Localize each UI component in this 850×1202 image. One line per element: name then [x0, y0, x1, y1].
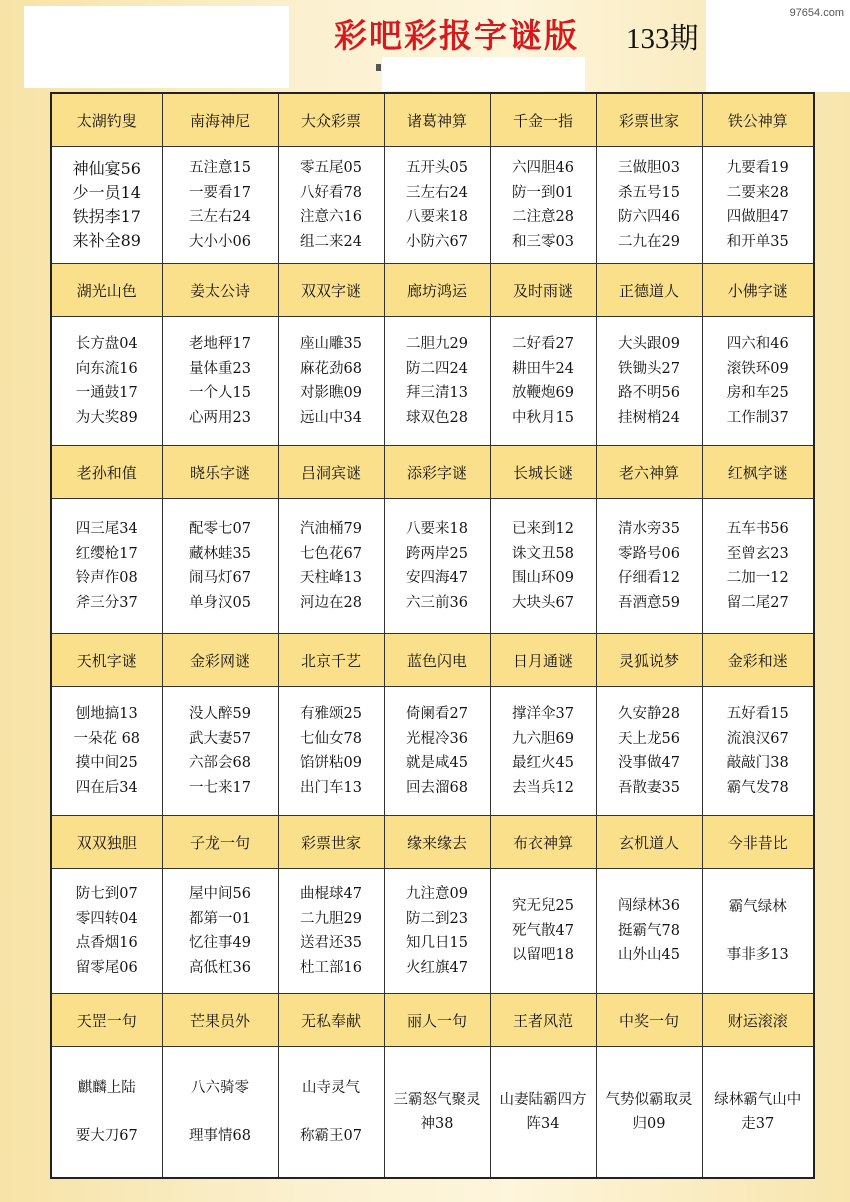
riddle-line: 三做胆03 [618, 160, 680, 176]
line-spacer [52, 1100, 162, 1124]
riddle-line: 斧三分37 [75, 594, 138, 611]
column-header: 老六神算 [596, 446, 702, 499]
riddle-line: 没人醉59 [189, 706, 251, 722]
column-header: 玄机道人 [596, 816, 702, 869]
content-row [51, 1047, 814, 1179]
riddle-line: 杀五号15 [618, 184, 680, 201]
riddle-line: 零五尾05 [300, 160, 362, 176]
riddle-line: 以留吧18 [512, 947, 574, 964]
riddle-line: 围山环09 [512, 570, 574, 586]
column-header: 金彩和迷 [702, 634, 814, 687]
riddle-line: 大小小06 [189, 233, 251, 250]
riddle-line: 山外山45 [618, 947, 680, 964]
line-spacer [703, 919, 814, 943]
riddle-cell [278, 869, 384, 994]
riddle-line: 送君还35 [300, 935, 362, 951]
column-header: 诸葛神算 [384, 93, 490, 147]
riddle-line: 球双色28 [406, 409, 468, 426]
riddle-cell [702, 499, 814, 634]
header-row [51, 994, 814, 1047]
content-row [51, 147, 814, 264]
riddle-line: 铃声作08 [75, 570, 138, 586]
riddle-line: 和三零03 [512, 233, 574, 250]
riddle-line: 忆往事49 [189, 935, 251, 951]
riddle-line: 防二到23 [406, 910, 468, 927]
riddle-line: 死气散47 [512, 922, 574, 939]
riddle-cell [162, 687, 278, 816]
riddle-line: 事非多13 [726, 947, 789, 963]
column-header: 无私奉献 [278, 994, 384, 1047]
riddle-line: 挂树梢24 [618, 409, 680, 426]
header-row [51, 634, 814, 687]
riddle-cell [162, 1047, 278, 1179]
riddle-line: 四六和46 [726, 336, 789, 352]
column-header: 布衣神算 [490, 816, 596, 869]
riddle-line: 二胆九29 [406, 336, 468, 352]
riddle-line: 远山中34 [300, 409, 362, 426]
riddle-line: 防二四24 [406, 360, 468, 377]
riddle-line: 防一到01 [512, 184, 574, 201]
riddle-line: 馅饼粘09 [300, 755, 362, 771]
riddle-cell [51, 317, 162, 446]
riddle-line: 配零七07 [189, 521, 251, 537]
header-row [51, 93, 814, 147]
column-header: 吕洞宾谜 [278, 446, 384, 499]
riddle-cell [51, 499, 162, 634]
riddle-line: 八要来18 [406, 209, 468, 225]
riddle-cell [51, 869, 162, 994]
riddle-cell [51, 1047, 162, 1179]
riddle-line: 零四转04 [75, 910, 138, 927]
column-header: 长城长谜 [490, 446, 596, 499]
riddle-line: 杜工部16 [300, 959, 362, 976]
riddle-line: 二九在29 [618, 233, 680, 250]
riddle-line: 高低杠36 [189, 959, 251, 976]
column-header: 天机字谜 [51, 634, 162, 687]
riddle-line: 都第一01 [189, 910, 251, 927]
riddle-line: 挺霸气78 [618, 922, 680, 939]
riddle-line: 一朵花 68 [73, 730, 141, 747]
riddle-cell [162, 499, 278, 634]
riddle-line: 五车书56 [726, 521, 789, 537]
riddle-cell [384, 687, 490, 816]
column-header: 财运滚滚 [702, 994, 814, 1047]
riddle-line: 火红旗47 [406, 959, 468, 976]
column-header: 铁公神算 [702, 93, 814, 147]
riddle-cell [702, 147, 814, 264]
riddle-line: 为大奖89 [75, 409, 138, 426]
riddle-line: 就是咸45 [406, 755, 468, 771]
riddle-cell [384, 499, 490, 634]
riddle-cell [490, 1047, 596, 1179]
riddle-line: 路不明56 [618, 385, 680, 401]
riddle-cell [490, 499, 596, 634]
riddle-line: 工作制37 [726, 409, 789, 426]
riddle-line: 已来到12 [512, 521, 574, 537]
riddle-line: 撑洋伞37 [512, 706, 574, 722]
redaction-center [382, 57, 585, 91]
riddle-line: 组二来24 [300, 233, 362, 250]
riddle-line: 藏林蛙35 [189, 545, 251, 562]
riddle-cell [596, 1047, 702, 1179]
riddle-line: 清水旁35 [618, 521, 680, 537]
riddle-cell [278, 687, 384, 816]
riddle-line: 长方盘04 [75, 336, 138, 352]
riddle-line: 跨两岸25 [406, 545, 468, 562]
column-header: 今非昔比 [702, 816, 814, 869]
column-header: 蓝色闪电 [384, 634, 490, 687]
riddle-line: 二要来28 [726, 184, 789, 201]
redaction-left [24, 6, 289, 88]
riddle-line: 五注意15 [189, 160, 251, 176]
riddle-line: 汽油桶79 [300, 521, 362, 537]
riddle-line: 五开头05 [406, 160, 468, 176]
riddle-cell [702, 1047, 814, 1179]
riddle-line: 少一员14 [72, 183, 141, 202]
column-header: 添彩字谜 [384, 446, 490, 499]
riddle-line: 究无兒25 [512, 898, 574, 915]
riddle-line: 四做胆47 [726, 209, 789, 225]
riddle-line: 武大妻57 [189, 730, 251, 747]
riddle-cell [596, 499, 702, 634]
riddle-line: 滚铁环09 [726, 360, 789, 377]
riddle-table [50, 92, 815, 1179]
riddle-line: 曲棍球47 [300, 886, 362, 902]
stray-mark [376, 64, 381, 71]
site-watermark: 97654.com [789, 7, 844, 19]
riddle-line: 和开单35 [726, 233, 789, 250]
column-header: 廊坊鸿运 [384, 264, 490, 317]
riddle-cell [162, 869, 278, 994]
column-header: 金彩网谜 [162, 634, 278, 687]
column-header: 王者风范 [490, 994, 596, 1047]
riddle-cell [384, 317, 490, 446]
riddle-line: 心两用23 [189, 409, 251, 426]
column-header: 南海神尼 [162, 93, 278, 147]
riddle-line: 光棍冷36 [406, 730, 468, 747]
riddle-line: 大块头67 [512, 594, 574, 611]
riddle-line: 三左右24 [406, 184, 468, 201]
riddle-cell [702, 317, 814, 446]
riddle-line: 来补全89 [72, 231, 141, 250]
riddle-line: 麻花劲68 [300, 360, 362, 377]
riddle-line: 三左右24 [189, 209, 251, 225]
riddle-line: 敲敲门38 [726, 755, 789, 771]
riddle-line: 红缨枪17 [75, 545, 138, 562]
riddle-line: 仔细看12 [618, 570, 680, 586]
riddle-cell [490, 687, 596, 816]
riddle-cell [490, 869, 596, 994]
riddle-cell [702, 869, 814, 994]
riddle-cell [51, 147, 162, 264]
riddle-cell [702, 687, 814, 816]
riddle-line: 吾散妻35 [618, 779, 680, 796]
riddle-line: 安四海47 [406, 570, 468, 586]
riddle-line: 天柱峰13 [300, 570, 362, 586]
column-header: 丽人一句 [384, 994, 490, 1047]
column-header: 彩票世家 [596, 93, 702, 147]
riddle-line: 耕田牛24 [512, 360, 574, 377]
riddle-line: 久安静28 [618, 706, 680, 722]
riddle-cell [596, 147, 702, 264]
column-header: 晓乐字谜 [162, 446, 278, 499]
riddle-cell [278, 147, 384, 264]
riddle-cell [490, 147, 596, 264]
column-header: 缘来缘去 [384, 816, 490, 869]
column-header: 千金一指 [490, 93, 596, 147]
riddle-line: 六部会68 [189, 755, 251, 771]
riddle-line: 老地秤17 [189, 336, 251, 352]
content-row [51, 687, 814, 816]
riddle-line: 放鞭炮69 [512, 385, 574, 401]
riddle-line: 没事做47 [618, 755, 680, 771]
riddle-line: 霸气绿林 [728, 898, 787, 915]
riddle-line: 九六胆69 [512, 730, 574, 747]
riddle-line: 河边在28 [300, 594, 362, 611]
page-title: 彩吧彩报字谜版 [334, 16, 579, 55]
column-header: 灵狐说梦 [596, 634, 702, 687]
column-header: 正德道人 [596, 264, 702, 317]
riddle-line: 九要看19 [726, 160, 789, 176]
riddle-line: 零路号06 [618, 545, 680, 562]
column-header: 老孙和值 [51, 446, 162, 499]
riddle-cell [384, 1047, 490, 1179]
riddle-line: 去当兵12 [512, 779, 574, 796]
column-header: 子龙一句 [162, 816, 278, 869]
riddle-line: 中秋月15 [512, 409, 574, 426]
riddle-cell [490, 317, 596, 446]
riddle-line: 留零尾06 [75, 959, 138, 976]
riddle-line: 八六骑零 [191, 1079, 249, 1096]
riddle-line: 二九胆29 [300, 910, 362, 927]
content-row [51, 499, 814, 634]
riddle-cell [278, 1047, 384, 1179]
riddle-line: 至曾玄23 [726, 545, 789, 562]
column-header: 双双独胆 [51, 816, 162, 869]
line-spacer [279, 1100, 384, 1124]
riddle-cell [278, 317, 384, 446]
riddle-line: 防六四46 [618, 209, 680, 225]
column-header: 大众彩票 [278, 93, 384, 147]
riddle-line: 六四胆46 [512, 160, 574, 176]
riddle-cell [596, 317, 702, 446]
riddle-line: 六三前36 [406, 594, 468, 611]
riddle-cell [596, 687, 702, 816]
column-header: 日月通谜 [490, 634, 596, 687]
riddle-line: 二注意28 [512, 209, 574, 225]
riddle-line: 四在后34 [75, 779, 138, 796]
riddle-cell [51, 687, 162, 816]
riddle-line: 有雅颂25 [300, 706, 362, 722]
riddle-line: 铁锄头27 [618, 360, 680, 377]
riddle-line: 向东流16 [75, 360, 138, 377]
column-header: 天罡一句 [51, 994, 162, 1047]
riddle-line: 八好看78 [300, 184, 362, 201]
riddle-line: 称霸王07 [300, 1128, 362, 1144]
riddle-line: 五好看15 [726, 706, 789, 722]
column-header: 湖光山色 [51, 264, 162, 317]
header-row [51, 264, 814, 317]
header-row [51, 446, 814, 499]
riddle-line: 三霸怒气聚灵神38 [393, 1091, 481, 1132]
riddle-line: 屋中间56 [189, 886, 251, 902]
riddle-line: 七色花67 [300, 545, 362, 562]
riddle-line: 神仙宴56 [72, 159, 141, 178]
riddle-line: 拜三清13 [406, 385, 468, 401]
riddle-line: 一要看17 [189, 184, 251, 201]
column-header: 中奖一句 [596, 994, 702, 1047]
riddle-line: 摸中间25 [75, 755, 138, 771]
riddle-line: 闯绿林36 [618, 898, 680, 915]
riddle-line: 二好看27 [512, 336, 574, 352]
column-header: 姜太公诗 [162, 264, 278, 317]
riddle-line: 留二尾27 [726, 594, 789, 611]
riddle-line: 铁拐李17 [72, 207, 141, 226]
riddle-cell [596, 869, 702, 994]
riddle-line: 诛文丑58 [512, 545, 574, 562]
content-row [51, 869, 814, 994]
riddle-line: 二加一12 [726, 570, 789, 586]
riddle-line: 一通鼓17 [75, 385, 138, 401]
riddle-line: 座山雕35 [300, 336, 362, 352]
riddle-cell [162, 317, 278, 446]
riddle-line: 点香烟16 [75, 935, 138, 951]
riddle-line: 要大刀67 [75, 1128, 138, 1144]
riddle-line: 量体重23 [189, 360, 251, 377]
riddle-line: 倚阑看27 [406, 706, 468, 722]
header-row [51, 816, 814, 869]
column-header: 太湖钓叟 [51, 93, 162, 147]
riddle-line: 最红火45 [512, 755, 574, 771]
riddle-line: 绿林霸气山中走37 [714, 1091, 802, 1132]
column-header: 芒果员外 [162, 994, 278, 1047]
riddle-line: 麒麟上陆 [77, 1079, 136, 1096]
riddle-line: 气势似霸取灵归09 [605, 1091, 693, 1132]
riddle-line: 回去溜68 [406, 779, 468, 796]
riddle-line: 天上龙56 [618, 730, 680, 747]
riddle-line: 对影瞧09 [300, 385, 362, 401]
column-header: 双双字谜 [278, 264, 384, 317]
issue-number: 133期 [626, 23, 699, 55]
column-header: 红枫字谜 [702, 446, 814, 499]
riddle-cell [384, 147, 490, 264]
riddle-line: 九注意09 [406, 886, 468, 902]
riddle-line: 一个人15 [189, 385, 251, 401]
riddle-line: 吾酒意59 [618, 594, 680, 611]
riddle-line: 七仙女78 [300, 730, 362, 747]
riddle-line: 一七来17 [189, 779, 251, 796]
riddle-line: 注意六16 [300, 209, 362, 225]
riddle-line: 单身汉05 [189, 594, 251, 611]
column-header: 小佛字谜 [702, 264, 814, 317]
riddle-line: 知几日15 [406, 935, 468, 951]
riddle-line: 房和车25 [726, 385, 789, 401]
riddle-cell [384, 869, 490, 994]
riddle-line: 闹马灯67 [189, 570, 251, 586]
column-header: 及时雨谜 [490, 264, 596, 317]
riddle-line: 刨地搞13 [75, 706, 138, 722]
riddle-line: 四三尾34 [75, 521, 138, 537]
column-header: 彩票世家 [278, 816, 384, 869]
riddle-line: 防七到07 [75, 886, 138, 902]
riddle-line: 小防六67 [406, 233, 468, 250]
riddle-line: 霸气发78 [726, 779, 789, 796]
riddle-line: 山寺灵气 [302, 1079, 360, 1096]
riddle-line: 八要来18 [406, 521, 468, 537]
riddle-line: 流浪汉67 [726, 730, 789, 747]
riddle-line: 大头跟09 [618, 336, 680, 352]
riddle-line: 出门车13 [300, 779, 362, 796]
riddle-line: 山妻陆霸四方阵34 [499, 1091, 587, 1132]
line-spacer [163, 1100, 278, 1124]
riddle-cell [278, 499, 384, 634]
riddle-line: 理事情68 [189, 1128, 251, 1144]
column-header: 北京千艺 [278, 634, 384, 687]
riddle-cell [162, 147, 278, 264]
content-row [51, 317, 814, 446]
